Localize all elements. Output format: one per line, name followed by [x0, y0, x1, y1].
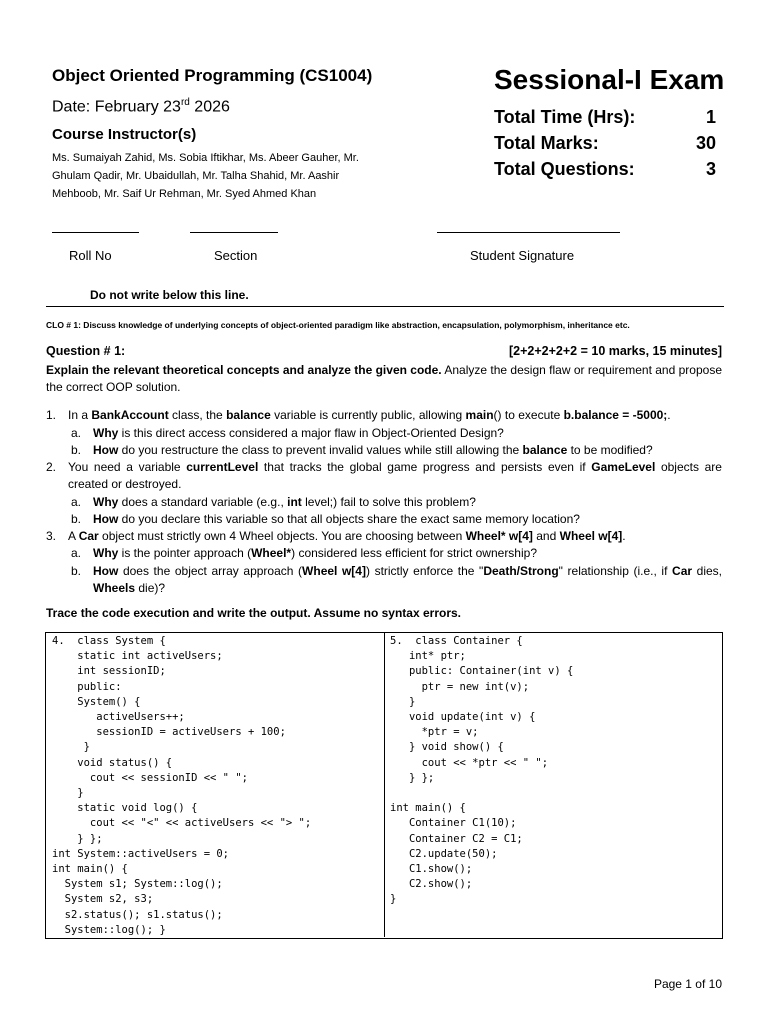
item-2a-text	[93, 494, 722, 511]
text: dies,	[692, 564, 722, 578]
trace-instruction: Trace the code execution and write the output. Assume no syntax errors.	[46, 606, 461, 620]
item-2b-text	[93, 511, 722, 528]
total-time-row	[494, 107, 716, 128]
term: balance	[522, 443, 568, 457]
do-not-write-notice: Do not write below this line.	[90, 288, 249, 302]
text: to be modified?	[567, 443, 653, 457]
question-heading	[46, 344, 722, 358]
question-title: Question # 1:	[46, 344, 126, 358]
term: int	[287, 495, 302, 509]
text: You need a variable	[68, 460, 187, 474]
text: ) strictly enforce the "	[365, 564, 484, 578]
item-3-text	[68, 528, 722, 545]
roll-no-line	[52, 232, 139, 233]
exam-date	[52, 97, 230, 116]
text: variable is currently public, allowing	[270, 408, 466, 422]
text: objects are created or destroyed.	[68, 460, 722, 491]
divider-line	[46, 306, 724, 307]
text: ) considered less efficient for strict ownership?	[291, 546, 537, 560]
term: main	[465, 408, 494, 422]
text: A	[68, 529, 79, 543]
term: BankAccount	[91, 408, 169, 422]
total-marks-row	[494, 133, 716, 154]
item-2-number: 2.	[46, 460, 57, 474]
text: is the pointer approach (	[118, 546, 252, 560]
term: Wheel* w[4]	[465, 529, 533, 543]
total-time-value: 1	[705, 107, 716, 127]
text: is this direct access considered a major flaw in Object-Oriented Design?	[118, 426, 504, 440]
section-line	[190, 232, 278, 233]
question-intro	[46, 362, 722, 396]
date-ordinal: rd	[180, 97, 190, 108]
course-title: Object Oriented Programming (CS1004)	[52, 66, 373, 85]
text: do you restructure the class to prevent invalid values while still allowing the	[118, 443, 523, 457]
total-questions-row	[494, 159, 716, 180]
clo-statement: CLO # 1: Discuss knowledge of underlying concepts of object-oriented paradigm like abstraction, encapsulation, polymorphism, inheritance etc.	[46, 320, 630, 330]
item-3b-letter: b.	[71, 564, 82, 578]
total-questions-value: 3	[705, 159, 716, 179]
term: Wheel w[4]	[559, 529, 623, 543]
total-marks-label: Total Marks:	[494, 133, 599, 153]
item-1a-text	[93, 425, 722, 442]
term: How	[93, 512, 119, 526]
term: Car	[672, 564, 693, 578]
item-3a-text	[93, 545, 722, 562]
item-3-number: 3.	[46, 529, 57, 543]
text: .	[667, 408, 671, 422]
roll-no-label: Roll No	[69, 248, 112, 263]
term: balance	[226, 408, 271, 422]
instructors-label: Course Instructor(s)	[52, 126, 197, 143]
term: Death/Strong	[483, 564, 559, 578]
exam-title: Sessional-I Exam	[494, 64, 725, 95]
date-year: 2026	[189, 98, 230, 116]
item-3a-letter: a.	[71, 546, 82, 560]
intro-rest: Analyze the design flaw or requirement and propose the correct OOP solution.	[46, 363, 722, 394]
term: Why	[93, 426, 119, 440]
item-1b-text	[93, 442, 722, 459]
item-2b-letter: b.	[71, 512, 82, 526]
item-1-text	[68, 407, 722, 424]
section-label: Section	[214, 248, 258, 263]
term: GameLevel	[591, 460, 656, 474]
total-marks-value: 30	[695, 133, 716, 153]
date-prefix: Date: February 23	[52, 98, 181, 116]
term: Why	[93, 546, 119, 560]
student-signature-label: Student Signature	[470, 248, 575, 263]
page-number: Page 1 of 10	[653, 977, 722, 991]
text: " relationship (i.e., if	[558, 564, 673, 578]
intro-bold: Explain the relevant theoretical concepts and analyze the given code.	[46, 363, 442, 377]
text: and	[532, 529, 560, 543]
term: Car	[78, 529, 99, 543]
text: level;) fail to solve this problem?	[301, 495, 476, 509]
item-2-text	[68, 459, 722, 493]
instructors-list: Ms. Sumaiyah Zahid, Ms. Sobia Iftikhar, Ms. Abeer Gauher, Mr. Ghulam Qadir, Mr. Ubaidullah, Mr. Talha Shahid, Mr. Aashir Mehboob, Mr. Saif Ur Rehman, Mr. Syed Ahmed Khan	[52, 152, 359, 200]
total-questions-label: Total Questions:	[494, 159, 635, 179]
text: () to execute	[493, 408, 564, 422]
code-block-left: 4. class System { static int activeUsers; int sessionID; public: System() { activeUsers++; sessionID = activeUsers + 100; } void status() { cout << sessionID << " "; } static void log() { cout << "<" << activeUsers << "> "; } }; int System::activeUsers = 0; int main() { System s1; System::log(); System s2, s3; s2.status(); s1.status(); System::log(); }	[52, 635, 312, 936]
term: b.balance = -5000;	[563, 408, 668, 422]
item-2a-letter: a.	[71, 495, 82, 509]
text: In a	[68, 408, 92, 422]
term: Wheels	[93, 581, 136, 595]
item-1b-letter: b.	[71, 443, 82, 457]
text: class, the	[168, 408, 227, 422]
text: does a standard variable (e.g.,	[118, 495, 288, 509]
term: currentLevel	[186, 460, 259, 474]
question-marks: [2+2+2+2+2 = 10 marks, 15 minutes]	[509, 344, 722, 358]
text: die)?	[135, 581, 166, 595]
term: How	[93, 443, 119, 457]
text: does the object array approach (	[118, 564, 303, 578]
text: object must strictly own 4 Wheel objects. You are choosing between	[98, 529, 466, 543]
term: Why	[93, 495, 119, 509]
text: .	[622, 529, 626, 543]
text: do you declare this variable so that all objects share the exact same memory location?	[118, 512, 580, 526]
signature-line	[437, 232, 620, 233]
code-block-right: 5. class Container { int* ptr; public: Container(int v) { ptr = new int(v); } void update(int v) { *ptr = v; } void show() { cout << *ptr << " "; } }; int main() { Container C1(10); Container C2 = C1; C2.update(50); C1.show(); C2.show(); }	[390, 635, 574, 906]
item-1-number: 1.	[46, 408, 57, 422]
term: Wheel w[4]	[302, 564, 366, 578]
item-3b-text	[93, 563, 722, 597]
term: How	[93, 564, 119, 578]
item-1a-letter: a.	[71, 426, 82, 440]
text: that tracks the global game progress and persists even if	[258, 460, 592, 474]
term: Wheel*	[251, 546, 292, 560]
total-time-label: Total Time (Hrs):	[494, 107, 636, 127]
code-table-divider	[384, 632, 385, 937]
